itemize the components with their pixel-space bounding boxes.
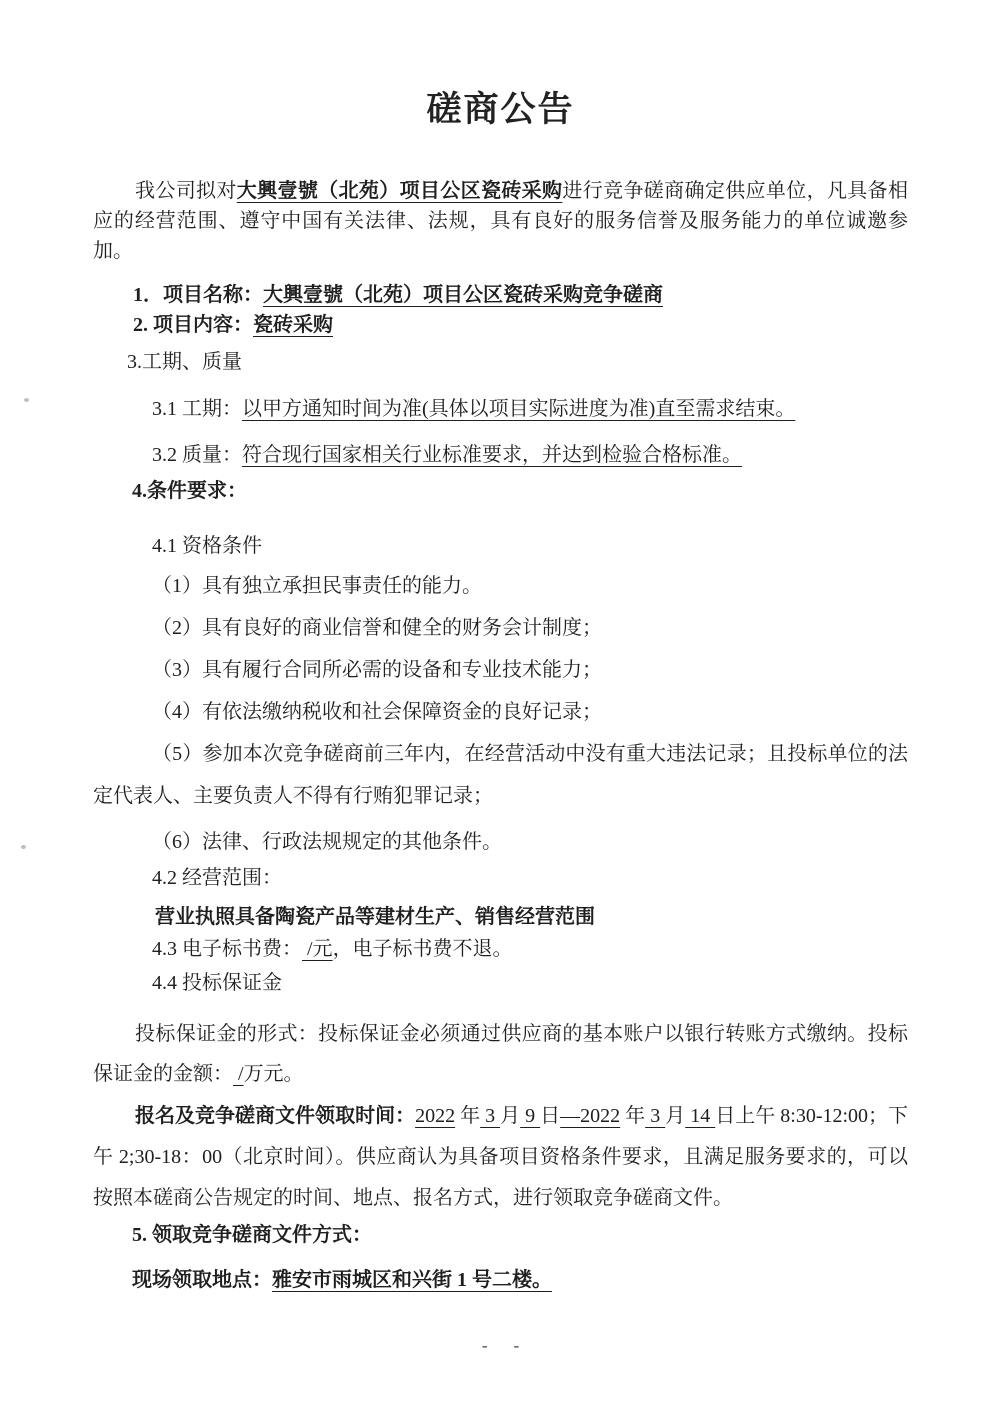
item-4-2-label: 4.2 经营范围： bbox=[152, 867, 282, 889]
qualification-condition-2: （2）具有良好的商业信誉和健全的财务会计制度； bbox=[152, 617, 602, 639]
item-1-label: 1．项目名称： bbox=[133, 284, 263, 306]
intro-project-name: 大興壹號（北苑）项目公区瓷砖采购 bbox=[236, 180, 563, 202]
deposit-text: 投标保证金的形式：投标保证金必须通过供应商的基本账户以银行转账方式缴纳。投标保证金的金额： bbox=[93, 1023, 908, 1085]
item-4-3-blank-field: /元 bbox=[302, 938, 333, 960]
deposit-paragraph bbox=[93, 1014, 908, 1094]
schedule-label: 报名及竞争磋商文件领取时间： bbox=[135, 1105, 416, 1127]
qualification-condition-3: （3）具有履行合同所必需的设备和专业技术能力； bbox=[152, 659, 602, 681]
schedule-year1: 2022 bbox=[415, 1105, 456, 1127]
item-3-1-value: 以甲方通知时间为准(具体以项目实际进度为准)直至需求结束。 bbox=[242, 398, 796, 420]
item-4-1-label: 4.1 资格条件 bbox=[152, 535, 262, 557]
item-4-3-label: 4.3 电子标书费： bbox=[152, 938, 302, 960]
schedule-paragraph bbox=[93, 1096, 908, 1219]
item-3-2-label: 3.2 质量： bbox=[152, 444, 242, 466]
item-4-3-suffix: ，电子标书费不退。 bbox=[332, 938, 513, 960]
footer-dash-left: - bbox=[481, 1336, 488, 1355]
pickup-address: 雅安市雨城区和兴街 1 号二楼。 bbox=[272, 1269, 552, 1291]
intro-prefix: 我公司拟对 bbox=[135, 180, 237, 202]
item-4-1-heading bbox=[152, 531, 908, 561]
schedule-suffix: 日上午 8:30-12:00；下午 2;30-18：00（北京时间）。供应商认为具备项目资格条件要求，且满足服务要求的，可以按照本磋商公告规定的时间、地点、报名方式，进行领取竞争磋商文件。 bbox=[93, 1105, 909, 1209]
pickup-label: 现场领取地点： bbox=[132, 1269, 272, 1291]
intro-suffix: 进行竞争磋商确定供应单位，凡具备相应的经营范围、遵守中国有关法律、法规，具有良好的服务信誉及服务能力的单位诚邀参加。 bbox=[93, 180, 909, 262]
schedule-month2: 3 bbox=[645, 1105, 666, 1127]
footer-dash-right: - bbox=[513, 1336, 520, 1355]
item-4-4-label: 4.4 投标保证金 bbox=[152, 972, 282, 994]
qualification-condition-5: （5）参加本次竞争磋商前三年内，在经营活动中没有重大违法记录；且投标单位的法定代表人、主要负责人不得有行贿犯罪记录； bbox=[93, 743, 908, 807]
item-4-label: 4.条件要求： bbox=[132, 480, 247, 502]
schedule-unit-month2: 月 bbox=[665, 1105, 686, 1127]
item-3-heading bbox=[127, 347, 908, 377]
item-3-2-value: 符合现行国家相关行业标准要求，并达到检验合格标准。 bbox=[242, 444, 742, 466]
item-2-value: 瓷砖采购 bbox=[253, 314, 333, 336]
item-2-label: 2. 项目内容： bbox=[133, 314, 253, 336]
business-scope-text: 营业执照具备陶瓷产品等建材生产、销售经营范围 bbox=[155, 906, 595, 928]
qualification-condition-6: （6）法律、行政法规规定的其他条件。 bbox=[152, 831, 502, 853]
item-4-2-heading bbox=[152, 863, 908, 893]
item-5-label: 5. 领取竞争磋商文件方式： bbox=[132, 1224, 372, 1246]
schedule-day1: 9 bbox=[520, 1105, 541, 1127]
item-3-1-duration bbox=[152, 391, 908, 427]
schedule-unit-year1: 年 bbox=[455, 1105, 481, 1127]
schedule-unit-month1: 月 bbox=[500, 1105, 521, 1127]
qualification-condition-4: （4）有依法缴纳税收和社会保障资金的良好记录； bbox=[152, 701, 602, 723]
item-1-project-name bbox=[133, 280, 908, 310]
deposit-suffix: 万元。 bbox=[243, 1063, 304, 1085]
schedule-month1: 3 bbox=[480, 1105, 501, 1127]
item-1-value: 大興壹號（北苑）项目公区瓷砖采购竞争磋商 bbox=[263, 284, 663, 306]
item-4-2-scope-value bbox=[155, 902, 908, 932]
item-5-heading bbox=[132, 1220, 908, 1250]
schedule-day2: 14 bbox=[685, 1105, 716, 1127]
schedule-dash: — bbox=[560, 1105, 581, 1127]
item-4-4-heading bbox=[152, 968, 908, 998]
scan-artifact-speck bbox=[21, 845, 26, 849]
schedule-unit-year2: 年 bbox=[620, 1105, 646, 1127]
scan-artifact-speck bbox=[24, 398, 29, 402]
intro-paragraph bbox=[93, 176, 908, 266]
item-4-heading bbox=[132, 476, 908, 506]
deposit-blank-field: / bbox=[233, 1063, 244, 1085]
item-2-project-content bbox=[133, 310, 908, 340]
schedule-year2: 2022 bbox=[580, 1105, 621, 1127]
item-3-label: 3.工期、质量 bbox=[127, 351, 242, 373]
schedule-unit-day1: 日 bbox=[540, 1105, 561, 1127]
item-3-2-quality bbox=[152, 437, 908, 473]
item-3-1-label: 3.1 工期： bbox=[152, 398, 242, 420]
pickup-location-line bbox=[132, 1264, 908, 1296]
page-footer bbox=[93, 1336, 908, 1356]
document-title: 磋商公告 bbox=[426, 90, 575, 129]
item-4-3-bid-doc-fee bbox=[152, 932, 908, 966]
qualification-condition-1: （1）具有独立承担民事责任的能力。 bbox=[152, 575, 482, 597]
